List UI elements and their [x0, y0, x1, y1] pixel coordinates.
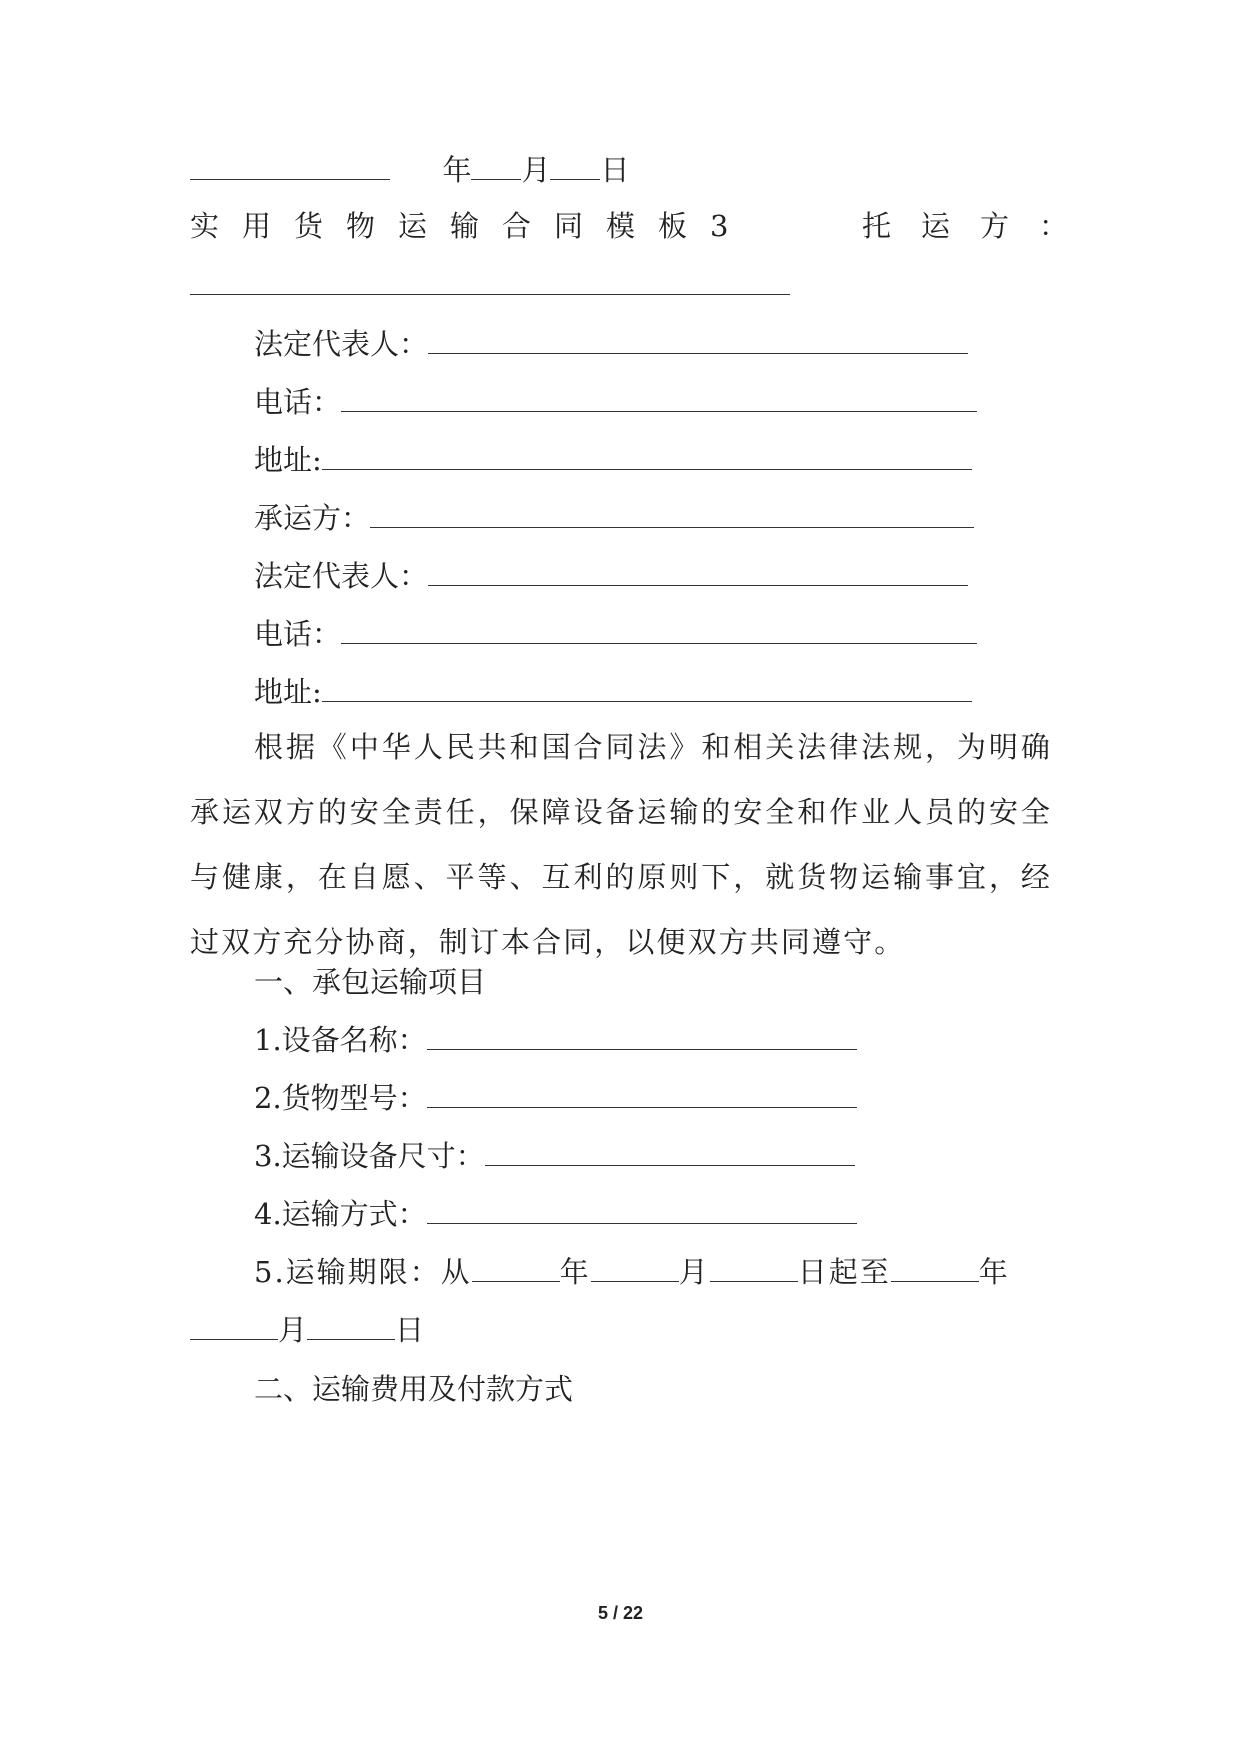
- shipper-rep-label: 法定代表人：: [254, 327, 429, 361]
- day-label: 日: [600, 153, 630, 187]
- shipper-name-line: [190, 265, 790, 305]
- date-blank: [190, 153, 390, 180]
- item5-month-blank: [591, 1255, 679, 1282]
- item4-line: [254, 1194, 857, 1234]
- carrier-rep-line: [254, 556, 968, 596]
- carrier-phone-blank: [341, 617, 977, 644]
- item2-line: [254, 1078, 857, 1118]
- shipper-rep-blank: [428, 327, 968, 354]
- month-label: 月: [521, 153, 551, 187]
- shipper-label: 托运方：: [862, 209, 1099, 243]
- carrier-phone-label: 电话：: [254, 617, 342, 651]
- item5-day2-label: 日: [395, 1313, 425, 1347]
- item4-label: 4.运输方式：: [254, 1197, 427, 1231]
- item1-label: 1.设备名称：: [254, 1023, 427, 1057]
- shipper-phone-blank: [341, 385, 977, 412]
- item5-cont-line: [190, 1310, 424, 1350]
- day-blank: [550, 153, 600, 180]
- carrier-address-line: [254, 672, 972, 712]
- item1-line: [254, 1020, 857, 1060]
- date-line: [190, 150, 629, 190]
- item5-month-label: 月: [678, 1255, 710, 1289]
- intro-paragraph: 根据《中华人民共和国合同法》和相关法律法规，为明确承运双方的安全责任，保障设备运输的安全和作业人员的安全与健康，在自愿、平等、互利的原则下，就货物运输事宜，经过双方充分协商，制订本合同，以便双方共同遵守。: [190, 730, 1052, 959]
- shipper-address-blank: [322, 443, 972, 470]
- item5-day2-blank: [307, 1313, 395, 1340]
- item3-blank: [485, 1139, 855, 1166]
- shipper-address-label: 地址:: [254, 443, 322, 477]
- item4-blank: [427, 1197, 857, 1224]
- item5-line: [254, 1252, 1010, 1292]
- section1-heading: 一、承包运输项目: [254, 965, 487, 999]
- item5-year-label: 年: [559, 1255, 591, 1289]
- shipper-name-blank: [190, 268, 790, 295]
- item5-label: 5.运输期限：从: [254, 1255, 472, 1289]
- carrier-address-blank: [322, 675, 972, 702]
- carrier-rep-label: 法定代表人：: [254, 559, 429, 593]
- item5-day-blank: [710, 1255, 798, 1282]
- item3-label: 3.运输设备尺寸：: [254, 1139, 485, 1173]
- page-number: 5 / 22: [597, 1603, 644, 1623]
- shipper-phone-line: [254, 382, 977, 422]
- carrier-address-label: 地址:: [254, 675, 322, 709]
- carrier-phone-line: [254, 614, 977, 654]
- carrier-label: 承运方：: [254, 501, 371, 535]
- item5-year2-blank: [891, 1255, 979, 1282]
- item5-year2-label: 年: [978, 1255, 1010, 1289]
- shipper-address-line: [254, 440, 972, 480]
- item5-day-label: 日起至: [797, 1255, 891, 1289]
- item1-blank: [427, 1023, 857, 1050]
- carrier-rep-blank: [428, 559, 968, 586]
- item2-label: 2.货物型号：: [254, 1081, 427, 1115]
- item5-month2-blank: [190, 1313, 278, 1340]
- month-blank: [471, 153, 521, 180]
- carrier-line: [254, 498, 974, 538]
- item5-month2-label: 月: [278, 1313, 308, 1347]
- shipper-rep-line: [254, 324, 968, 364]
- document-title: 实用货物运输合同模板3: [190, 209, 752, 243]
- year-label: 年: [442, 153, 472, 187]
- carrier-blank: [370, 501, 974, 528]
- shipper-phone-label: 电话：: [254, 385, 342, 419]
- section2-heading: 二、运输费用及付款方式: [254, 1372, 574, 1406]
- item3-line: [254, 1136, 855, 1176]
- item2-blank: [427, 1081, 857, 1108]
- item5-year-blank: [472, 1255, 560, 1282]
